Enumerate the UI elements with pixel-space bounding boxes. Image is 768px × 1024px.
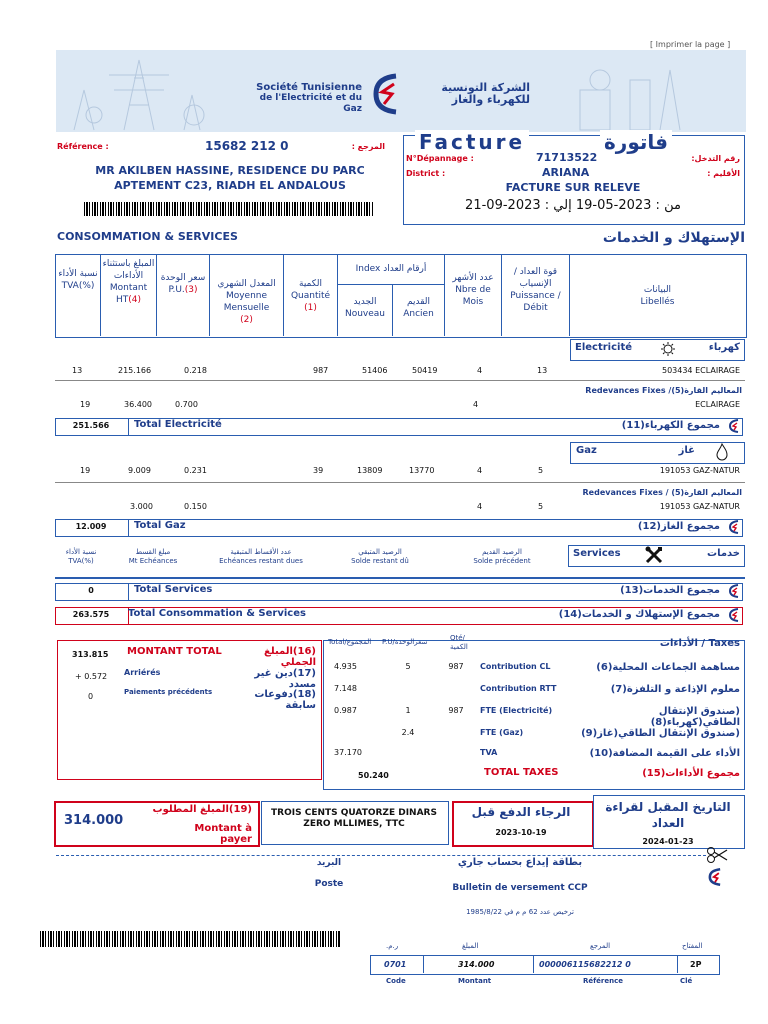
taxes-col-total: Total/المجموع	[328, 638, 372, 646]
elec-row2-mois: 4	[473, 400, 479, 409]
electricite-label: Electricité	[575, 342, 633, 353]
gaz-row1-qte: 39	[313, 466, 324, 475]
gaz-row1-pu: 0.231	[184, 466, 207, 475]
gas-plant-illustration	[560, 50, 710, 132]
elec-row2-libelle: ECLAIRAGE	[695, 400, 740, 409]
total-electricite-label-ar: مجموع الكهرباء(11)	[621, 420, 720, 431]
col-moyenne: المعدل الشهري Moyenne Mensuelle (2)	[217, 279, 276, 325]
tax-row-pu: 1	[405, 706, 411, 715]
elec-row2-tva: 19	[80, 400, 91, 409]
arrieres-label-ar: (17)دين غير مسدد	[254, 668, 316, 690]
stub-foot-cle: Clé	[680, 977, 693, 985]
stub-head-cle: المفتاح	[682, 942, 703, 950]
tax-row-total: 4.935	[334, 662, 357, 671]
tax-row-pu: 2.4	[401, 728, 415, 737]
elec-row1-tva: 13	[72, 366, 83, 375]
elec-row1-pu: 0.218	[184, 366, 207, 375]
steg-mini-icon	[727, 607, 741, 623]
svc-col-tva: نسبة الأداء TVA(%)	[65, 548, 97, 565]
gaz-row2-libelle: 191053 GAZ-NATUR	[659, 502, 740, 511]
stub-head-montant: المبلغ	[462, 942, 479, 950]
elec-redevances-label: Redevances Fixes /(5)المعاليم القارة	[585, 386, 742, 395]
tax-row-label: TVA	[480, 748, 498, 757]
col-montant: المبلغ باستثناء الأداءات Montant HT(4)	[102, 259, 155, 305]
scissors-icon	[706, 846, 728, 864]
district-label: District :	[406, 169, 446, 178]
col-puissance: قوة العداد / الإنسياب Puissance / Débit	[510, 267, 561, 313]
paiements-value: 0	[88, 692, 94, 701]
tax-row-total: 37.170	[334, 748, 362, 757]
total-services-value: 0	[88, 586, 94, 595]
gaz-label: Gaz	[576, 445, 597, 456]
company-name-fr: Société Tunisienne de l'Electricité et du Gaz	[256, 82, 362, 114]
total-taxes-label: TOTAL TAXES	[484, 767, 559, 778]
montant-total-value: 313.815	[72, 650, 109, 659]
montant-payer-value: 314.000	[64, 813, 124, 828]
tax-row-label-ar: الأداء على القيمة المضافة(10)	[589, 748, 740, 759]
billing-period: من : 2023-05-19 إلي : 2023-09-21	[465, 198, 681, 213]
bulb-icon	[660, 341, 676, 357]
poste-label-ar: البريد	[316, 858, 342, 868]
electricite-label-ar: كهرباء	[708, 342, 740, 353]
services-label-ar: خدمات	[707, 548, 740, 559]
tax-row-label: FTE (Gaz)	[480, 728, 524, 737]
total-taxes-label-ar: مجموع الأداءات(15)	[642, 768, 740, 779]
facture-title-ar: فاتورة	[600, 130, 672, 154]
reference-label: Référence :	[57, 142, 109, 151]
taxes-col-pu: P.U/سعرالوحدة	[382, 638, 428, 646]
district-label-ar: الأقليم :	[707, 169, 740, 178]
col-ancien: القديم Ancien	[403, 297, 434, 319]
total-taxes-value: 50.240	[358, 771, 389, 780]
steg-logo-icon	[706, 866, 724, 888]
elec-row2-pu: 0.700	[175, 400, 198, 409]
gaz-row1-ancien: 13770	[409, 466, 435, 475]
print-link[interactable]: [ Imprimer la page ]	[650, 40, 731, 49]
steg-mini-icon	[727, 519, 741, 535]
taxes-col-qte: Qté/ الكمية	[450, 634, 468, 651]
arrieres-value: + 0.572	[75, 672, 108, 681]
elec-row1-nouveau: 51406	[362, 366, 388, 375]
licence-label: ترخيص عدد 62 م م في 1985/8/22	[466, 908, 574, 916]
stub-code: 0701	[384, 960, 407, 969]
total-gaz-label: Total Gaz	[134, 520, 186, 531]
montant-total-label-ar: (16)المبلغ الجملي	[264, 646, 316, 668]
montant-total-label: MONTANT TOTAL	[127, 646, 222, 657]
gaz-row1-nouveau: 13809	[357, 466, 383, 475]
tax-row-label: Contribution RTT	[480, 684, 557, 693]
total-services-label-ar: مجموع الخدمات(13)	[620, 585, 720, 596]
tax-row-pu: 5	[405, 662, 411, 671]
montant-payer-label: Montant à payer	[194, 823, 252, 845]
svc-col-solde: الرصيد المتبقي Solde restant dû	[351, 548, 409, 565]
col-libelles: البيانات Libellés	[640, 285, 675, 307]
total-gaz-value: 12.009	[75, 522, 107, 531]
gaz-row2-puissance: 5	[538, 502, 544, 511]
col-nouveau: الجديد Nouveau	[344, 297, 386, 319]
gaz-row2-mois: 4	[477, 502, 483, 511]
svc-col-mt: مبلغ القسط Mt Echéances	[128, 548, 178, 565]
stub-montant: 314.000	[458, 960, 495, 969]
stub-foot-code: Code	[386, 977, 406, 985]
customer-address: MR AKILBEN HASSINE, RESIDENCE DU PARC APTEMENT C23, RIADH EL ANDALOUS	[95, 164, 365, 192]
gaz-row2-montant: 3.000	[130, 502, 153, 511]
elec-row1-ancien: 50419	[412, 366, 438, 375]
facture-title: Facture	[415, 130, 529, 154]
stub-reference: 000006115682212 0	[539, 960, 631, 969]
tax-row-label: Contribution CL	[480, 662, 551, 671]
col-index: Index أرقام العداد	[355, 264, 427, 274]
svc-col-echeances: عدد الأقساط المتبقية Echéances restant dues	[219, 548, 303, 565]
col-nbmois: عدد الأشهر Nbre de Mois	[452, 273, 494, 307]
tax-row-total: 7.148	[334, 684, 357, 693]
gaz-redevances-label: Redevances Fixes / (5)المعاليم القارة	[582, 488, 742, 497]
stub-foot-ref: Référence	[583, 977, 624, 985]
depannage-label-ar: رقم التدخل:	[691, 154, 740, 163]
tax-row-label-ar: (صندوق الإنتقال الطاقي(غاز(9)	[581, 728, 740, 739]
svc-col-solde-prec: الرصيد القديم Solde précédent	[473, 548, 531, 565]
gaz-row1-mois: 4	[477, 466, 483, 475]
paiements-label: Paiements précédents	[124, 688, 213, 696]
stub-foot-montant: Montant	[458, 977, 492, 985]
stub-barcode	[40, 931, 340, 947]
tax-row-label: FTE (Electricité)	[480, 706, 553, 715]
stub-head-ref: المرجع	[590, 942, 611, 950]
next-reading-value: 2024-01-23	[642, 837, 694, 846]
total-gaz-label-ar: مجموع الغاز(12)	[637, 521, 720, 532]
col-quantite: الكمية Quantité (1)	[290, 279, 331, 313]
gaz-row1-tva: 19	[80, 466, 91, 475]
paiements-label-ar: (18)دفوعات سابقة	[254, 689, 316, 711]
tax-row-qte: 987	[448, 662, 464, 671]
tax-row-label-ar: مساهمة الجماعات المحلية(6)	[596, 662, 740, 673]
district-value: ARIANA	[542, 166, 590, 179]
amount-words: TROIS CENTS QUATORZE DINARS ZERO MLLIMES, TTC	[271, 808, 437, 829]
gaz-label-ar: غاز	[678, 445, 695, 456]
deadline-label-ar: الرجاء الدفع قبل	[471, 805, 571, 819]
facture-type: FACTURE SUR RELEVE	[505, 181, 641, 194]
elec-row1-montant: 215.166	[118, 366, 152, 375]
tools-icon	[645, 546, 663, 564]
poste-label: Poste	[314, 879, 344, 889]
col-pu: سعر الوحدة P.U.(3)	[160, 273, 206, 295]
taxes-title: Taxes / الأداءات	[659, 638, 740, 649]
total-conso-label: Total Consommation & Services	[128, 608, 306, 619]
cut-line	[56, 855, 706, 856]
total-conso-label-ar: مجموع الإستهلاك و الخدمات(14)	[558, 609, 720, 620]
montant-payer-label-ar: (19)المبلغ المطلوب	[152, 804, 252, 815]
reference-label-ar: المرجع :	[351, 142, 385, 151]
elec-row1-libelle: 503434 ECLAIRAGE	[661, 366, 740, 375]
col-tva: نسبة الأداء TVA(%)	[58, 269, 98, 291]
depannage-label: N°Dépannage :	[406, 154, 474, 163]
elec-row1-puissance: 13	[537, 366, 548, 375]
total-electricite-label: Total Electricité	[134, 419, 222, 430]
reference-value: 15682 212 0	[205, 139, 289, 153]
steg-mini-icon	[727, 583, 741, 599]
next-reading-label-ar: التاريخ المقبل لقراءة العداد	[605, 800, 731, 830]
section-title-fr: CONSOMMATION & SERVICES	[57, 230, 238, 243]
gaz-row2-pu: 0.150	[184, 502, 207, 511]
steg-logo-icon	[368, 72, 404, 116]
stub-cle: 2P	[690, 960, 702, 969]
ccp-label-ar: بطاقة إيداع بحساب جاري	[457, 857, 583, 868]
pylon-illustration	[64, 50, 214, 132]
section-title-ar: الإستهلاك و الخدمات	[602, 230, 745, 246]
steg-mini-icon	[727, 418, 741, 434]
gaz-row1-montant: 9.009	[128, 466, 151, 475]
tax-row-label-ar: معلوم الإذاعة و التلفزة(7)	[610, 684, 740, 695]
company-name-ar: الشركة التونسية للكهرباء والغاز	[441, 81, 530, 106]
stub-head-code: ر.م.	[386, 942, 399, 950]
tax-row-total: 0.987	[334, 706, 357, 715]
tax-row-label-ar: (صندوق الإنتقال الطاقي(كهرباء(8)	[650, 706, 740, 728]
elec-row1-qte: 987	[313, 366, 329, 375]
gaz-row1-puissance: 5	[538, 466, 544, 475]
elec-row1-mois: 4	[477, 366, 483, 375]
arrieres-label: Arriérés	[124, 668, 161, 677]
total-services-label: Total Services	[134, 584, 213, 595]
tax-row-qte: 987	[448, 706, 464, 715]
customer-barcode	[84, 202, 374, 216]
flame-icon	[715, 443, 729, 461]
elec-row2-montant: 36.400	[124, 400, 152, 409]
total-conso-value: 263.575	[72, 610, 110, 619]
deadline-value: 2023-10-19	[495, 828, 547, 837]
ccp-label: Bulletin de versement CCP	[452, 883, 588, 893]
services-label: Services	[573, 548, 621, 559]
total-electricite-value: 251.566	[72, 421, 110, 430]
gaz-row1-libelle: 191053 GAZ-NATUR	[659, 466, 740, 475]
depannage-value: 71713522	[536, 151, 598, 164]
